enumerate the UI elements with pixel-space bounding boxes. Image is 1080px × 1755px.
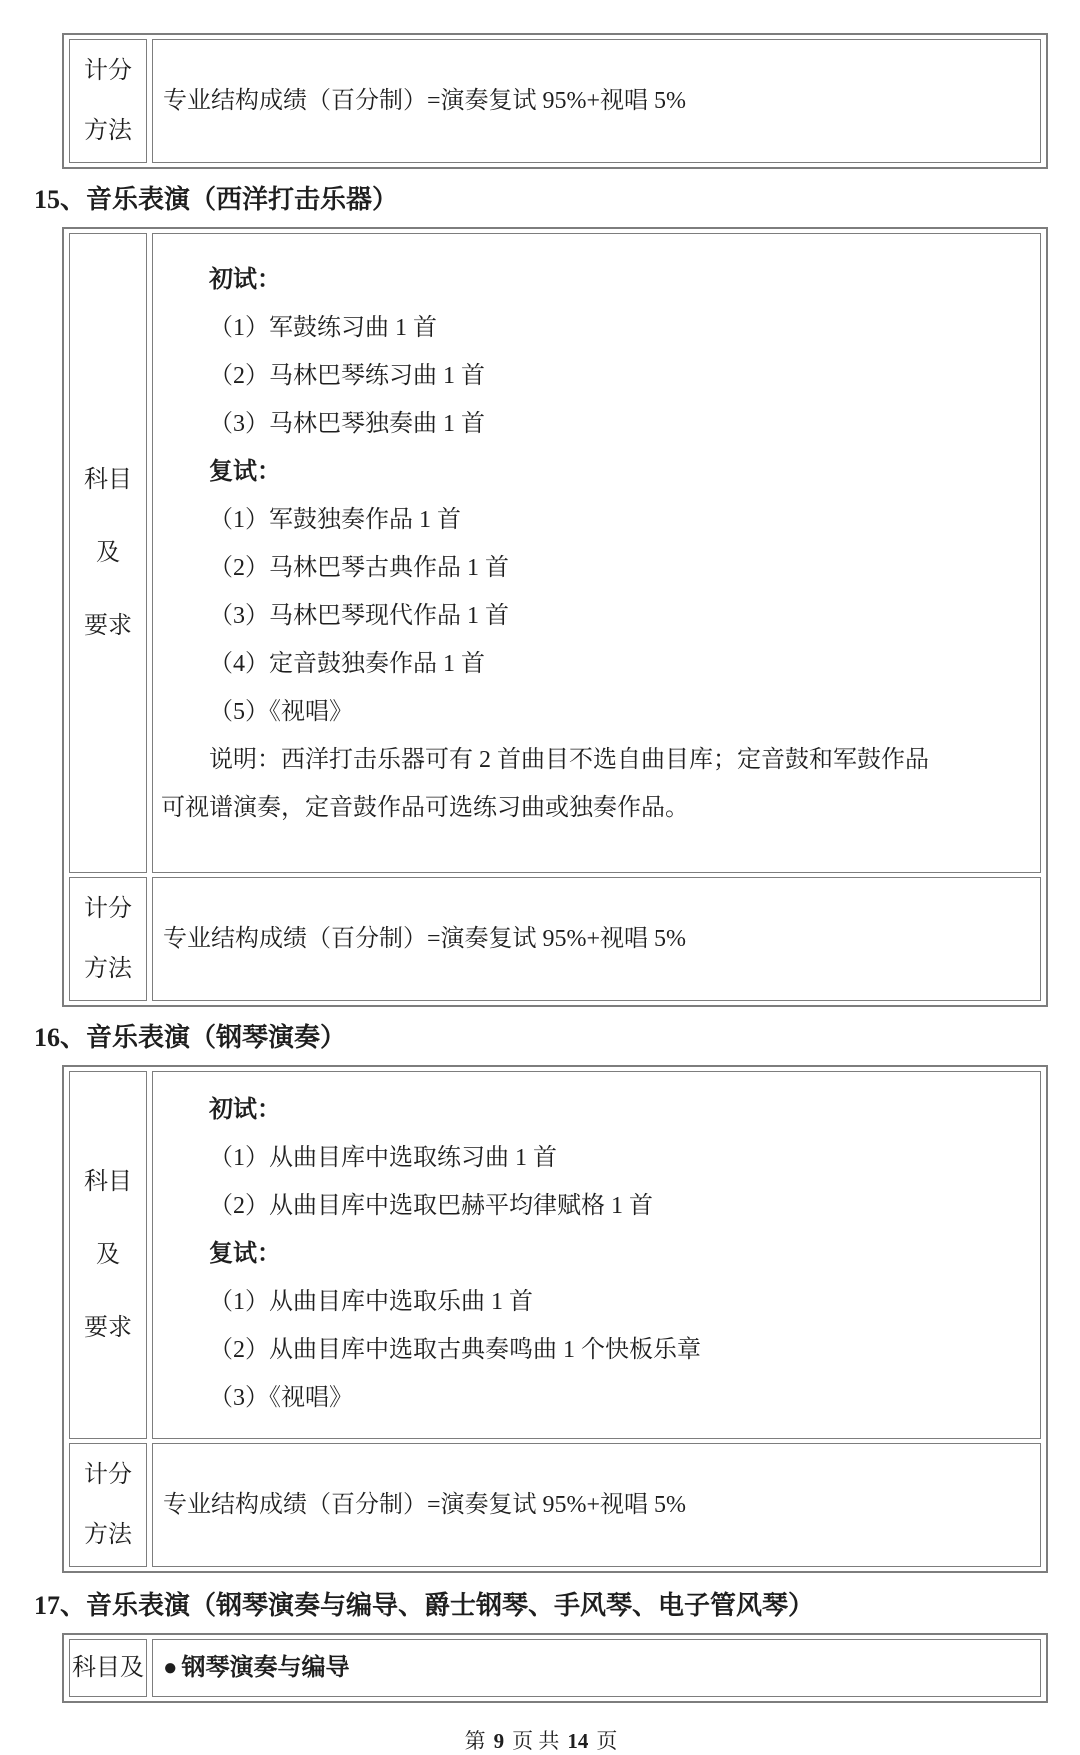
footer-text: 第 bbox=[464, 1729, 486, 1753]
subjects-label-line: 及 bbox=[96, 1241, 120, 1268]
exam-item: （1）军鼓独奏作品 1 首 bbox=[209, 507, 461, 533]
footer-text: 页 共 bbox=[512, 1729, 560, 1753]
scoring-method-label-cell bbox=[69, 1443, 147, 1567]
total-pages: 14 bbox=[567, 1729, 589, 1753]
exam-item: （4）定音鼓独奏作品 1 首 bbox=[209, 651, 485, 677]
exam-item: （2）马林巴琴练习曲 1 首 bbox=[209, 363, 485, 389]
subjects-label-cell bbox=[69, 233, 147, 873]
exam-item: （1）从曲目库中选取乐曲 1 首 bbox=[209, 1289, 533, 1315]
scoring-label-line: 方法 bbox=[84, 1522, 132, 1548]
scoring-label-line: 方法 bbox=[84, 956, 132, 982]
exam-item: （2）从曲目库中选取巴赫平均律赋格 1 首 bbox=[209, 1193, 653, 1219]
subjects-label-line: 要求 bbox=[84, 612, 132, 639]
subjects-label-line: 科目 bbox=[84, 1168, 132, 1195]
requirements-cell bbox=[152, 1071, 1041, 1439]
subjects-label-line: 要求 bbox=[84, 1314, 132, 1341]
section-17-heading: 17、音乐表演（钢琴演奏与编导、爵士钢琴、手风琴、电子管风琴） bbox=[34, 1591, 815, 1620]
exam-item: （3）马林巴琴独奏曲 1 首 bbox=[209, 411, 485, 437]
table-row bbox=[69, 1639, 1041, 1697]
exam-item: （3）《视唱》 bbox=[209, 1385, 353, 1411]
table-row bbox=[69, 1071, 1041, 1439]
scoring-label-line: 计分 bbox=[84, 1462, 132, 1488]
first-round-title: 初试： bbox=[209, 1097, 281, 1123]
subjects-label-cell bbox=[69, 1071, 147, 1439]
section-17-table bbox=[62, 1633, 1048, 1703]
requirements-cell bbox=[152, 233, 1041, 873]
page-number: 9 bbox=[493, 1729, 505, 1753]
instrument-item-label: 钢琴演奏与编导 bbox=[181, 1655, 350, 1681]
exam-item: （3）马林巴琴现代作品 1 首 bbox=[209, 603, 509, 629]
scoring-method-value: 专业结构成绩（百分制）=演奏复试 95%+视唱 5% bbox=[163, 1492, 687, 1518]
second-round-title: 复试： bbox=[209, 1241, 281, 1267]
exam-item: （2）马林巴琴古典作品 1 首 bbox=[209, 555, 509, 581]
section-16-heading: 16、音乐表演（钢琴演奏） bbox=[34, 1023, 347, 1052]
subjects-label-line: 科目及 bbox=[72, 1655, 144, 1681]
table-row bbox=[69, 1443, 1041, 1567]
footer-text: 页 bbox=[596, 1729, 618, 1753]
exam-item: （5）《视唱》 bbox=[209, 699, 353, 725]
table-row bbox=[69, 233, 1041, 873]
exam-item: （1）军鼓练习曲 1 首 bbox=[209, 315, 437, 341]
exam-item: （1）从曲目库中选取练习曲 1 首 bbox=[209, 1145, 557, 1171]
subjects-label-line: 科目 bbox=[84, 466, 132, 493]
scoring-label-line: 计分 bbox=[84, 58, 132, 84]
subjects-label-cell bbox=[69, 1639, 147, 1697]
section-16-table bbox=[62, 1065, 1048, 1573]
scoring-method-label-cell bbox=[69, 39, 147, 163]
scoring-method-value-cell bbox=[152, 877, 1041, 1001]
continued-scoring-table bbox=[62, 33, 1048, 169]
bullet-icon: ● bbox=[163, 1655, 178, 1681]
subjects-label-line: 及 bbox=[96, 539, 120, 566]
instrument-item-cell bbox=[152, 1639, 1041, 1697]
scoring-label-line: 方法 bbox=[84, 118, 132, 144]
second-round-title: 复试： bbox=[209, 459, 281, 485]
scoring-method-value: 专业结构成绩（百分制）=演奏复试 95%+视唱 5% bbox=[163, 88, 687, 114]
scoring-method-label-cell bbox=[69, 877, 147, 1001]
scoring-method-value-cell bbox=[152, 39, 1041, 163]
scoring-label-line: 计分 bbox=[84, 896, 132, 922]
first-round-title: 初试： bbox=[209, 267, 281, 293]
note-line: 可视谱演奏，定音鼓作品可选练习曲或独奏作品。 bbox=[161, 795, 689, 821]
scoring-method-value-cell bbox=[152, 1443, 1041, 1567]
scoring-method-value: 专业结构成绩（百分制）=演奏复试 95%+视唱 5% bbox=[163, 926, 687, 952]
page-footer bbox=[32, 1725, 1050, 1755]
section-15-heading: 15、音乐表演（西洋打击乐器） bbox=[34, 185, 399, 214]
exam-item: （2）从曲目库中选取古典奏鸣曲 1 个快板乐章 bbox=[209, 1337, 701, 1363]
note-line: 说明：西洋打击乐器可有 2 首曲目不选自曲目库；定音鼓和军鼓作品 bbox=[209, 747, 929, 773]
table-row bbox=[69, 877, 1041, 1001]
instrument-item bbox=[161, 1653, 1032, 1683]
section-15-table bbox=[62, 227, 1048, 1007]
table-row bbox=[69, 39, 1041, 163]
